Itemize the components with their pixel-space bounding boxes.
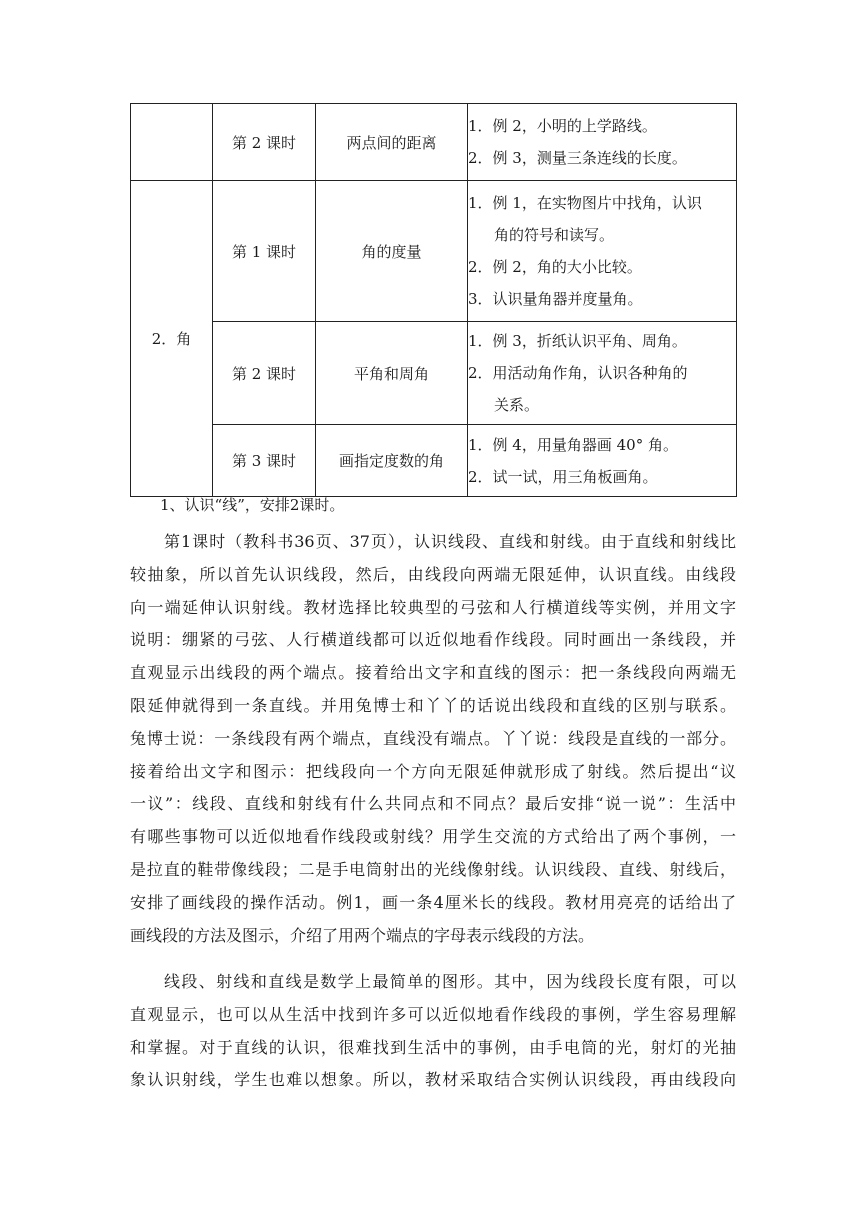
content-item: 1．例 4，用量角器画 40° 角。 bbox=[468, 435, 678, 454]
lesson-content-cell bbox=[468, 425, 737, 497]
table-row bbox=[131, 425, 737, 497]
text-line: 兔博士说：一条线段有两个端点，直线没有端点。丫丫说：线段是直线的一部分。 bbox=[130, 728, 736, 748]
lesson-plan-table bbox=[130, 103, 737, 497]
content-item: 1．例 2，小明的上学路线。 bbox=[468, 117, 657, 135]
content-item: 1．例 3，折纸认识平角、周角。 bbox=[468, 332, 687, 350]
content-item: 2．例 2，角的大小比较。 bbox=[468, 258, 642, 276]
lesson-period-cell: 第 2 课时 bbox=[213, 322, 316, 425]
lesson-topic-cell: 角的度量 bbox=[316, 181, 468, 322]
text-line: 说明：绷紧的弓弦、人行横道线都可以近似地看作线段。同时画出一条线段，并 bbox=[130, 630, 736, 650]
lesson-topic-cell: 平角和周角 bbox=[316, 322, 468, 425]
text-line: 象认识射线，学生也难以想象。所以，教材采取结合实例认识线段，再由线段向 bbox=[130, 1070, 736, 1090]
text-line: 和掌握。对于直线的认识，很难找到生活中的事例，由手电筒的光，射灯的光抽 bbox=[130, 1037, 736, 1057]
table-row bbox=[131, 104, 737, 181]
lesson-period-cell: 第 3 课时 bbox=[213, 425, 316, 497]
lesson-period-cell: 第 2 课时 bbox=[213, 104, 316, 181]
lesson-content-cell bbox=[468, 181, 737, 322]
content-item: 2．用活动角作角，认识各种角的 关系。 bbox=[468, 364, 688, 414]
lesson-topic-cell: 画指定度数的角 bbox=[316, 425, 468, 497]
text-line: 安排了画线段的操作活动。例1，画一条4厘米长的线段。教材用亮亮的话给出了 bbox=[130, 892, 736, 912]
text-line: 向一端延伸认识射线。教材选择比较典型的弓弦和人行横道线等实例，并用文字 bbox=[130, 597, 736, 617]
text-line: 限延伸就得到一条直线。并用兔博士和丫丫的话说出线段和直线的区别与联系。 bbox=[130, 695, 736, 715]
text-line: 是拉直的鞋带像线段；二是手电筒射出的光线像射线。认识线段、直线、射线后， bbox=[130, 859, 736, 879]
lesson-period-cell: 第 1 课时 bbox=[213, 181, 316, 322]
text-line: 较抽象，所以首先认识线段，然后，由线段向两端无限延伸，认识直线。由线段 bbox=[130, 564, 736, 584]
content-item: 2．例 3，测量三条连线的长度。 bbox=[468, 149, 687, 167]
body-paragraph bbox=[130, 526, 736, 952]
text-line: 画线段的方法及图示，介绍了用两个端点的字母表示线段的方法。 bbox=[130, 925, 595, 945]
content-item: 2．试一试，用三角板画角。 bbox=[468, 467, 658, 486]
text-line: 直观显示出线段的两个端点。接着给出文字和直线的图示：把一条线段向两端无 bbox=[130, 663, 736, 683]
unit-cell bbox=[131, 104, 213, 181]
table-row bbox=[131, 322, 737, 425]
lesson-content-cell bbox=[468, 104, 737, 181]
table-row bbox=[131, 181, 737, 322]
content-item: 1．例 1，在实物图片中找角，认识 角的符号和读写。 bbox=[468, 194, 702, 244]
text-line: 一议”：线段、直线和射线有什么共同点和不同点？最后安排“说一说”：生活中 bbox=[130, 794, 736, 814]
text-line: 第1课时（教科书36页、37页），认识线段、直线和射线。由于直线和射线比 bbox=[164, 532, 736, 551]
lesson-content-cell bbox=[468, 322, 737, 425]
text-line: 有哪些事物可以近似地看作线段或射线？用学生交流的方式给出了两个事例，一 bbox=[130, 827, 736, 847]
text-line: 线段、射线和直线是数学上最简单的图形。其中，因为线段长度有限，可以 bbox=[164, 972, 736, 991]
content-item: 3．认识量角器并度量角。 bbox=[468, 290, 643, 308]
unit-cell: 2．角 bbox=[131, 181, 213, 497]
section-heading: 1、认识“线”，安排2课时。 bbox=[160, 496, 345, 514]
body-paragraph bbox=[130, 966, 736, 1097]
lesson-topic-cell: 两点间的距离 bbox=[316, 104, 468, 181]
text-line: 接着给出文字和图示：把线段向一个方向无限延伸就形成了射线。然后提出“议 bbox=[130, 761, 736, 781]
text-line: 直观显示，也可以从生活中找到许多可以近似地看作线段的事例，学生容易理解 bbox=[130, 1004, 736, 1024]
